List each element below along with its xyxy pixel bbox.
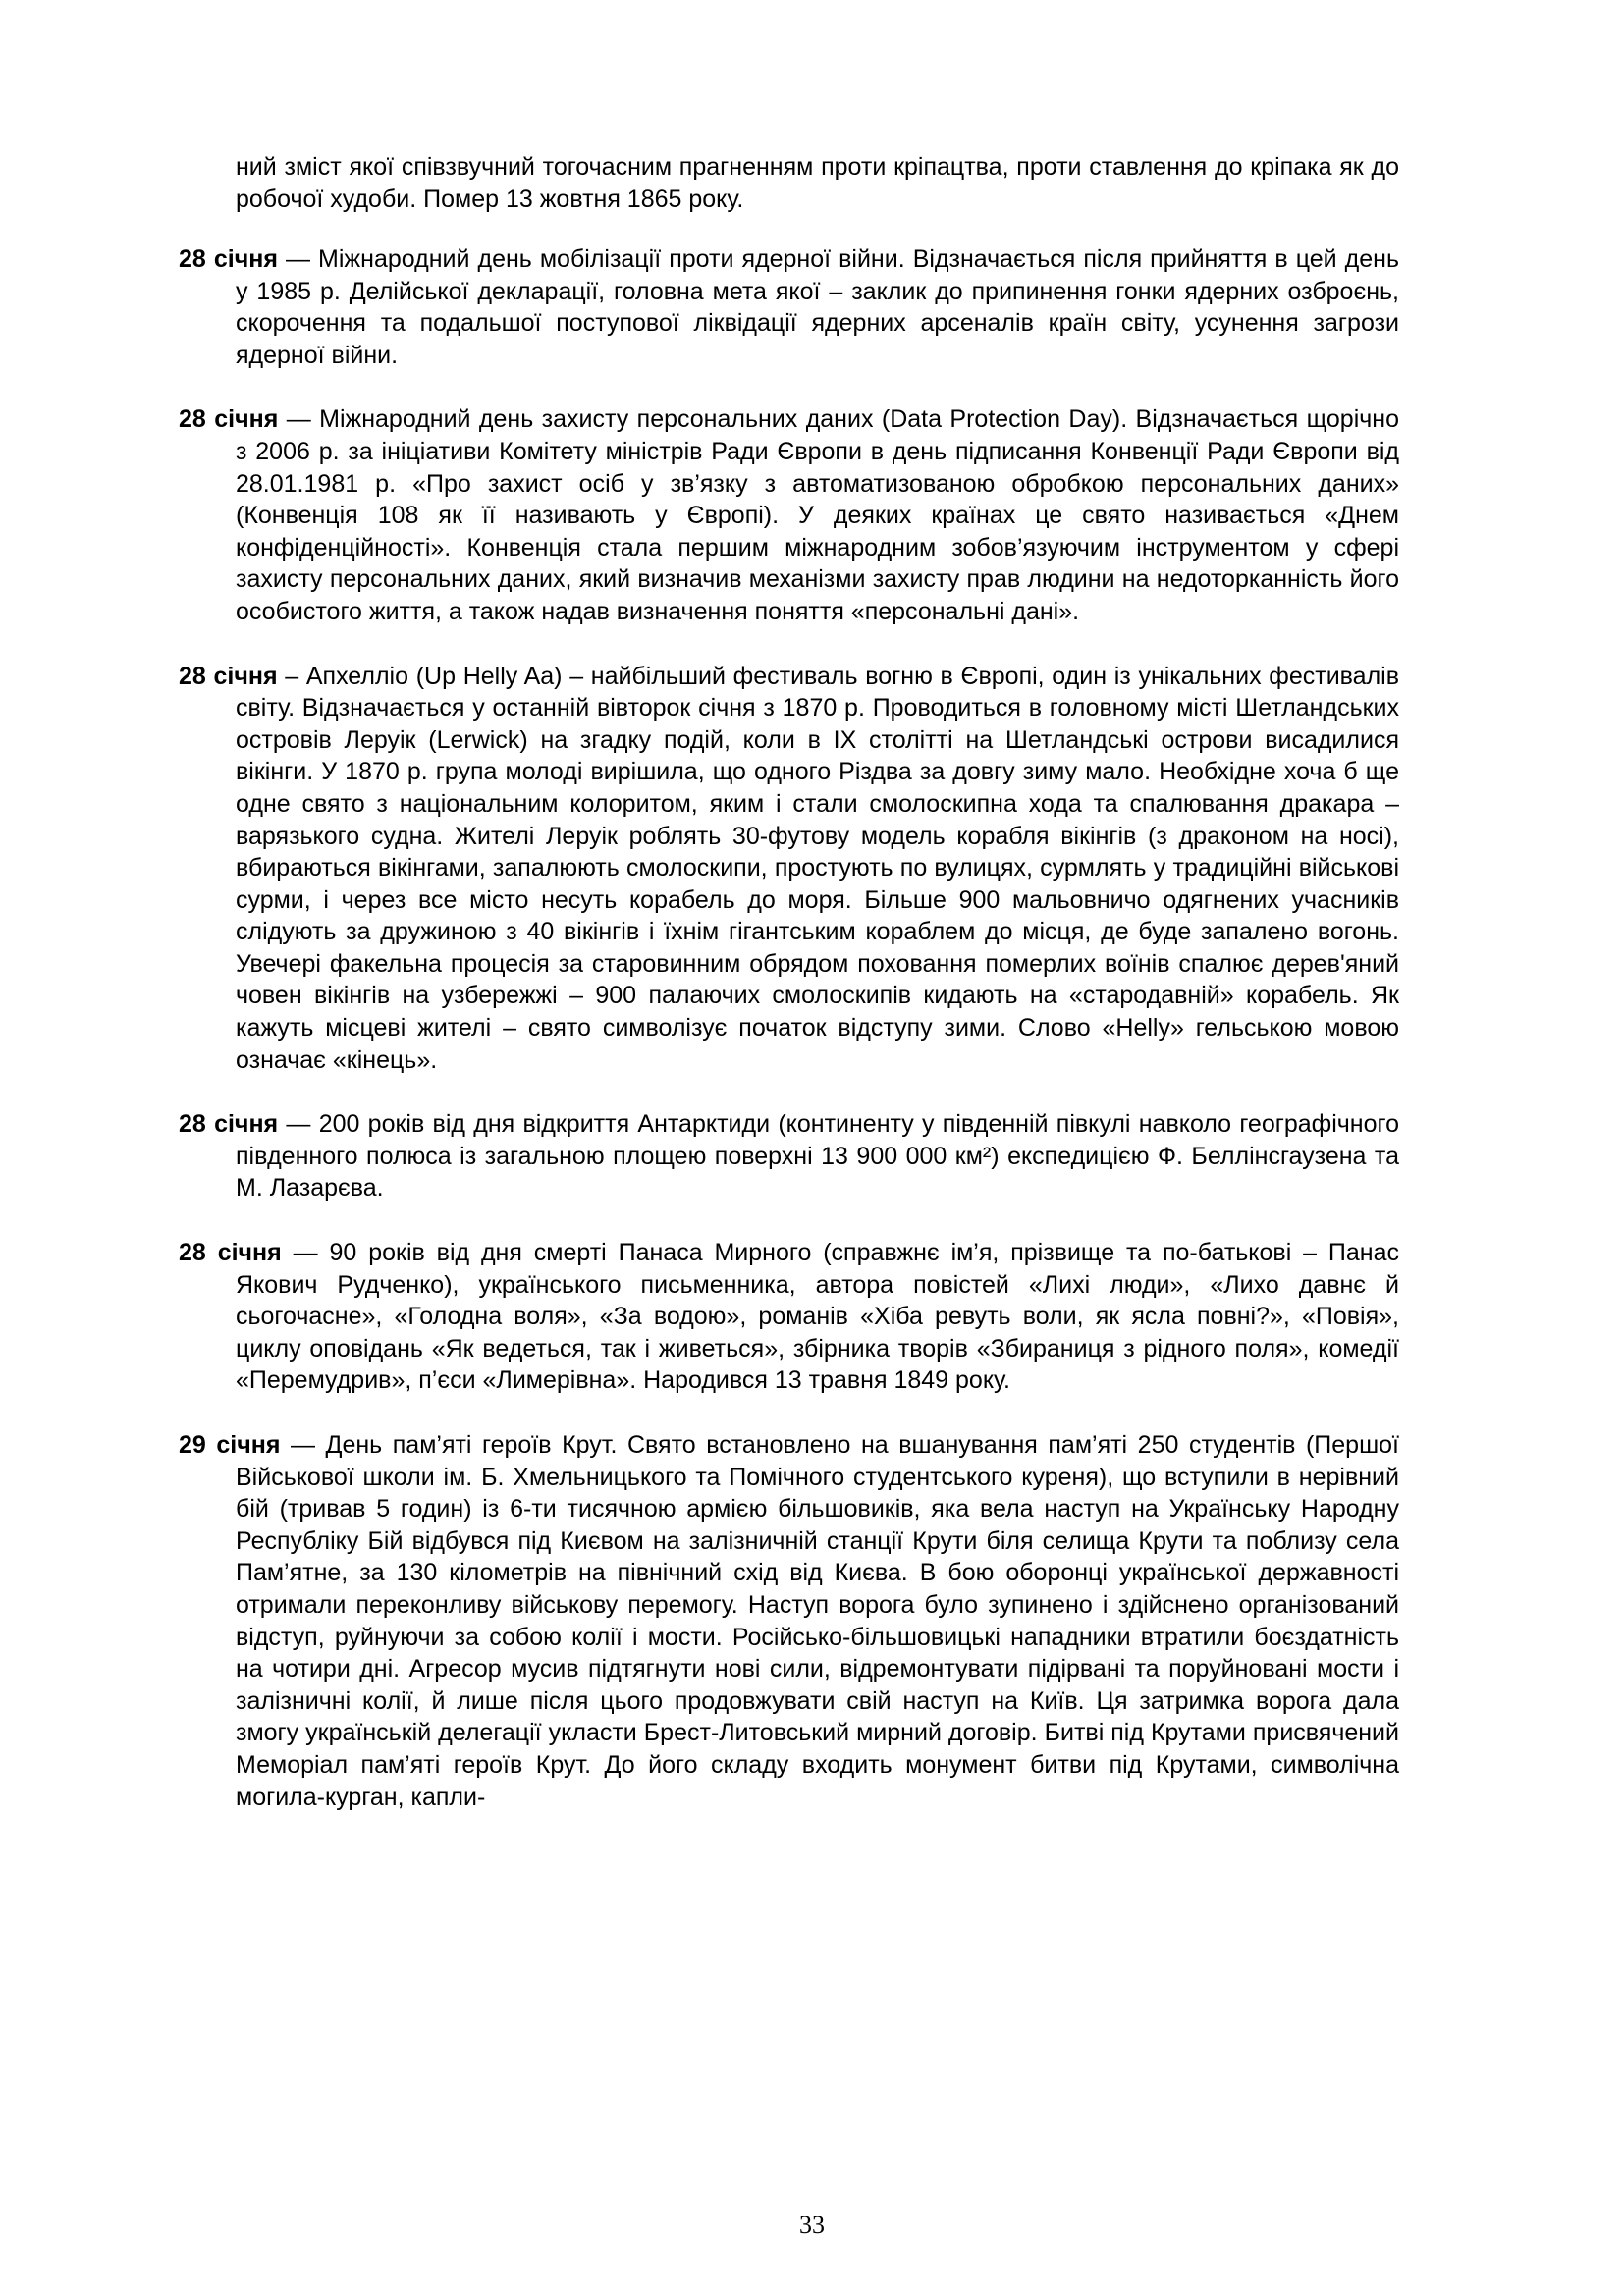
- intro-paragraph: ний зміст якої співзвучний тогочасним прагненням проти кріпацтва, проти ставлення до кріпака як до робочої худоби. Помер 13 жовтня 1865 року.: [236, 153, 1399, 213]
- entry-date: 29 січня: [179, 1431, 281, 1459]
- entry-text: – Апхелліо (Up Helly Aa) – найбільший фестиваль вогню в Європі, один із унікальних фестивалів світу. Відзначається у останній вівторок січня з 1870 р. Проводиться в головному місті Шетландських островів Леруік (Lerwick) на згадку подій, коли в IX столітті на Шетландські острови висадилися вікінги. У 1870 р. група молоді вирішила, що одного Різдва за довгу зиму мало. Необхідне хоча б ще одне свято з національним колоритом, яким і стали смолоскипна хода та спалювання дракара – варязького судна. Жителі Леруік роблять 30-футову модель корабля вікінгів (з драконом на носі), вбираються вікінгами, запалюють смолоскипи, простують по вулицях, сурмлять у традиційні військові сурми, і через все місто несуть корабель до моря. Більше 900 мальовничо одягнених учасників слідують за дружиною з 40 вікінгів і їхнім гігантським кораблем до місця, де буде запалено вогонь. Увечері факельна процесія за старовинним обрядом поховання померлих воїнів спалює дерев'яний човен вікінгів на узбережжі – 900 палаючих смолоскипів кидають на «стародавній» корабель. Як кажуть місцеві жителі – свято символізує початок відступу зими. Слово «Helly» гельською мовою означає «кінець».: [236, 662, 1399, 1074]
- calendar-entry: [179, 661, 1399, 1077]
- entry-text: — Міжнародний день захисту персональних даних (Data Protection Day). Відзначається щорічно з 2006 р. за ініціативи Комітету міністрів Ради Європи в день підписання Конвенції Ради Європи від 28.01.1981 р. «Про захист осіб у зв’язку з автоматизованою обробкою персональних даних» (Конвенція 108 як її називають у Європі). У деяких країнах це свято називається «Днем конфіденційності». Конвенція стала першим міжнародним зобов’язуючим інструментом у сфері захисту персональних даних, який визначив механізми захисту прав людини на недоторканність його особистого життя, а також надав визначення поняття «персональні дані».: [236, 405, 1399, 625]
- entry-date: 28 січня: [179, 1239, 282, 1267]
- calendar-entries: [179, 243, 1399, 1845]
- entry-date: 28 січня: [179, 405, 279, 434]
- entry-date: 28 січня: [179, 662, 278, 690]
- page-number: 33: [799, 2211, 825, 2239]
- calendar-entry: [179, 403, 1399, 627]
- calendar-entry: [179, 1237, 1399, 1397]
- calendar-entry: [179, 1429, 1399, 1813]
- calendar-entry: [179, 243, 1399, 371]
- entry-text: — 90 років від дня смерті Панаса Мирного (справжнє ім’я, прізвище та по-батькові – Панас Якович Рудченко), українського письменника, автора повістей «Лихі люди», «Лихо давнє й сьогочасне», «Голодна воля», «За водою», романів «Хіба ревуть воли, як ясла повні?», «Повія», циклу оповідань «Як ведеться, так і живеться», збірника творів «Збираниця з рідного поля», комедії «Перемудрив», п’єси «Лимерівна». Народився 13 травня 1849 року.: [236, 1239, 1400, 1395]
- entry-text: — День пам’яті героїв Крут. Свято встановлено на вшанування пам’яті 250 студентів (Першої Військової школи ім. Б. Хмельницького та Помічного студентського куреня), що вступили в нерівний бій (тривав 5 годин) із 6-ти тисячною армією більшовиків, яка вела наступ на Українську Народну Республіку Бій відбувся під Києвом на залізничній станції Крути біля селища Крути та поблизу села Пам’ятне, за 130 кілометрів на північний схід від Києва. В бою оборонці української державності отримали переконливу військову перемогу. Наступ ворога було зупинено і здійснено організований відступ, руйнуючи за собою колії і мости. Російсько-більшовицькі нападники втратили боєздатність на чотири дні. Агресор мусив підтягнути нові сили, відремонтувати підірвані та поруйновані мости і залізничні колії, й лише після цього продовжувати свій наступ на Київ. Ця затримка ворога дала змогу українській делегації укласти Брест-Литовський мирний договір. Битві під Крутами присвячений Меморіал пам’яті героїв Крут. До його складу входить монумент битви під Крутами, символічна могила-курган, капли-: [236, 1431, 1399, 1811]
- calendar-entry: [179, 1108, 1399, 1204]
- entry-date: 28 січня: [179, 245, 278, 273]
- entry-date: 28 січня: [179, 1110, 279, 1139]
- entry-text: — Міжнародний день мобілізації проти ядерної війни. Відзначається після прийняття в цей день у 1985 р. Делійської декларації, головна мета якої – заклик до припинення гонки ядерних озброєнь, скорочення та подальшої поступової ліквідації ядерних арсеналів країн світу, усунення загрози ядерної війни.: [236, 245, 1399, 369]
- entry-text: — 200 років від дня відкриття Антарктиди (континенту у південній півкулі навколо географічного південного полюса із загальною площею поверхні 13 900 000 км²) експедицією Ф. Беллінсгаузена та М. Лазарєва.: [236, 1110, 1399, 1202]
